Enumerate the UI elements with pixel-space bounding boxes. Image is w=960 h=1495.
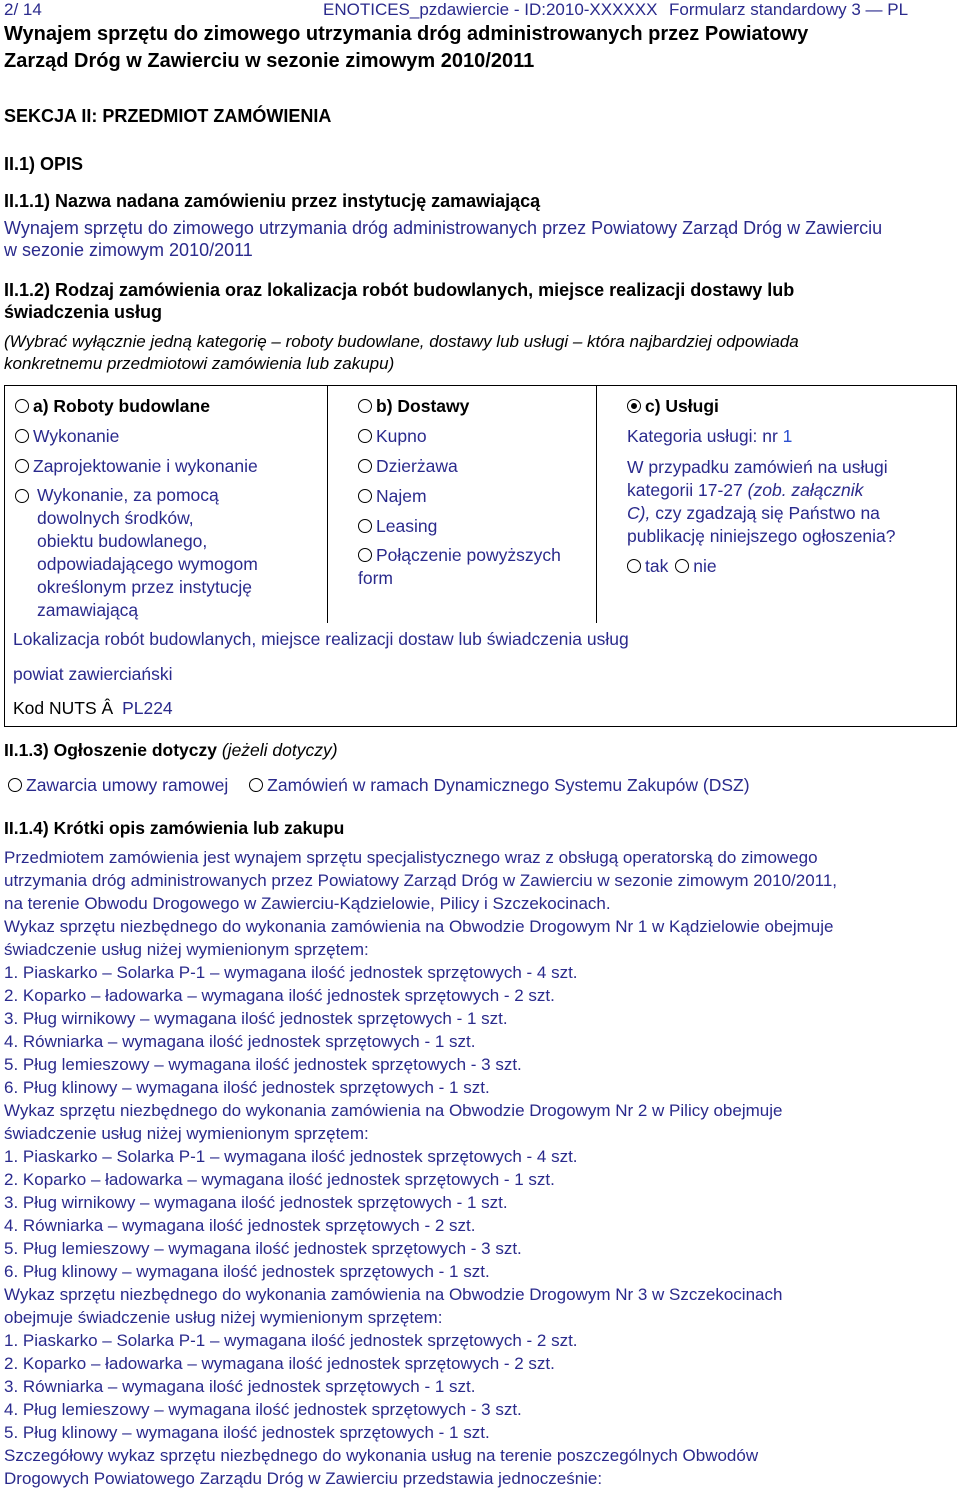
- description-line: 1. Piaskarko – Solarka P-1 – wymagana ilość jednostek sprzętowych - 4 szt.: [4, 963, 578, 982]
- nuts-value: PL224: [122, 698, 173, 718]
- column-services: [627, 394, 947, 578]
- column-divider: [327, 386, 328, 623]
- category-value: 1: [782, 426, 793, 446]
- description-line: 6. Pług klinowy – wymagana ilość jednostek sprzętowych - 1 szt.: [4, 1078, 490, 1097]
- description-line: utrzymania dróg administrowanych przez Powiatowy Zarząd Dróg w Zawierciu w sezonie zimowym 2010/2011,: [4, 871, 838, 890]
- location-value: powiat zawierciański: [13, 664, 173, 684]
- q114-label: II.1.4) Krótki opis zamówienia lub zakupu: [4, 818, 345, 838]
- q111-label: II.1.1) Nazwa nadana zamówieniu przez instytucję zamawiającą: [4, 191, 541, 211]
- works-option[interactable]: a) Roboty budowlane: [15, 394, 320, 424]
- radio-icon: [8, 778, 22, 792]
- publication-question-line4: publikację niniejszego ogłoszenia?: [627, 526, 896, 546]
- doc-title-line2: Zarząd Dróg w Zawierciu w sezonie zimowym 2010/2011: [4, 50, 535, 72]
- description-line: Szczegółowy wykaz sprzętu niezbędnego do wykonania usług na terenie poszczególnych Obwodów: [4, 1446, 759, 1465]
- description-line: Przedmiotem zamówienia jest wynajem sprzętu specjalistycznego wraz z obsługą operatorską do zimowego: [4, 848, 818, 867]
- radio-icon: [627, 559, 641, 573]
- q111-answer-line2: w sezonie zimowym 2010/2011: [4, 240, 253, 260]
- publication-question-line1: W przypadku zamówień na usługi: [627, 457, 888, 477]
- description-line: na terenie Obwodu Drogowego w Zawierciu-Kądzielowie, Pilicy i Szczekocinach.: [4, 894, 611, 913]
- doc-title-line1: Wynajem sprzętu do zimowego utrzymania dróg administrowanych przez Powiatowy: [4, 23, 809, 45]
- supplies-leasing-option[interactable]: Leasing: [358, 514, 593, 544]
- radio-icon: [358, 489, 372, 503]
- column-supplies: [358, 394, 593, 590]
- radio-icon: [358, 548, 372, 562]
- column-works: [15, 394, 320, 622]
- services-option[interactable]: c) Usługi: [627, 394, 947, 424]
- q114-description: [4, 846, 954, 1490]
- description-line: 3. Równiarka – wymagana ilość jednostek sprzętowych - 1 szt.: [4, 1377, 476, 1396]
- framework-agreement-option[interactable]: Zawarcia umowy ramowej: [8, 775, 228, 795]
- description-line: Wykaz sprzętu niezbędnego do wykonania zamówienia na Obwodzie Drogowym Nr 3 w Szczekocinach: [4, 1285, 783, 1304]
- radio-icon: [675, 559, 689, 573]
- description-line: Drogowych Powiatowego Zarządu Dróg w Zawierciu przedstawia jednocześnie:: [4, 1469, 603, 1488]
- description-line: Wykaz sprzętu niezbędnego do wykonania zamówienia na Obwodzie Drogowym Nr 2 w Pilicy obejmuje: [4, 1101, 783, 1120]
- page-number: 2/ 14: [4, 0, 42, 19]
- radio-icon: [249, 778, 263, 792]
- description-line: 4. Równiarka – wymagana ilość jednostek sprzętowych - 2 szt.: [4, 1216, 476, 1235]
- works-design-execution-option[interactable]: Zaprojektowanie i wykonanie: [15, 454, 320, 484]
- location-label: Lokalizacja robót budowlanych, miejsce realizacji dostaw lub świadczenia usług: [13, 629, 629, 649]
- radio-icon: [358, 399, 372, 413]
- description-line: świadczenie usług niżej wymienionym sprzętem:: [4, 940, 369, 959]
- description-line: obejmuje świadczenie usług niżej wymienionym sprzętem:: [4, 1308, 443, 1327]
- nuts-label: Kod NUTS Â: [13, 698, 114, 718]
- q112-note-line2: konkretnemu przedmiotowi zamówienia lub zakupu): [4, 354, 395, 373]
- description-line: 3. Pług wirnikowy – wymagana ilość jednostek sprzętowych - 1 szt.: [4, 1193, 508, 1212]
- publication-question-line2a: kategorii 17-27: [627, 480, 743, 500]
- publication-question-line2b: (zob. załącznik: [747, 480, 864, 500]
- description-line: 2. Koparko – ładowarka – wymagana ilość jednostek sprzętowych - 2 szt.: [4, 986, 555, 1005]
- category-label: Kategoria usługi: nr: [627, 426, 778, 446]
- opis-heading: II.1) OPIS: [4, 154, 84, 174]
- description-line: świadczenie usług niżej wymienionym sprzętem:: [4, 1124, 369, 1143]
- publication-question-line3b: czy zgadzają się Państwo na: [655, 503, 880, 523]
- works-execution-option[interactable]: Wykonanie: [15, 424, 320, 454]
- description-line: 1. Piaskarko – Solarka P-1 – wymagana ilość jednostek sprzętowych - 2 szt.: [4, 1331, 578, 1350]
- description-line: 5. Pług lemieszowy – wymagana ilość jednostek sprzętowych - 3 szt.: [4, 1239, 522, 1258]
- description-line: 5. Pług lemieszowy – wymagana ilość jednostek sprzętowych - 3 szt.: [4, 1055, 522, 1074]
- q111-answer-line1: Wynajem sprzętu do zimowego utrzymania dróg administrowanych przez Powiatowy Zarząd Dróg w Zawierciu: [4, 218, 883, 238]
- radio-icon: [15, 429, 29, 443]
- radio-icon: [358, 519, 372, 533]
- supplies-lease-option[interactable]: Dzierżawa: [358, 454, 593, 484]
- q112-label-line2: świadczenia usług: [4, 302, 163, 322]
- column-divider: [596, 386, 597, 623]
- q112-label-line1: II.1.2) Rodzaj zamówienia oraz lokalizacja robót budowlanych, miejsce realizacji dostawy lub: [4, 280, 795, 300]
- description-line: 2. Koparko – ładowarka – wymagana ilość jednostek sprzętowych - 1 szt.: [4, 1170, 555, 1189]
- publication-question-line3a: C),: [627, 503, 651, 523]
- q112-note-line1: (Wybrać wyłącznie jedną kategorię – roboty budowlane, dostawy lub usługi – która najbardziej odpowiada: [4, 332, 799, 351]
- supplies-option[interactable]: b) Dostawy: [358, 394, 593, 424]
- document-id: ENOTICES_pzdawiercie - ID:2010-XXXXXX: [323, 0, 658, 19]
- radio-checked-icon: [627, 399, 641, 413]
- dps-option[interactable]: Zamówień w ramach Dynamicznego Systemu Zakupów (DSZ): [249, 775, 749, 795]
- radio-icon: [358, 459, 372, 473]
- description-line: 2. Koparko – ładowarka – wymagana ilość jednostek sprzętowych - 2 szt.: [4, 1354, 555, 1373]
- q113-note: (jeżeli dotyczy): [221, 740, 338, 760]
- publication-no-option[interactable]: nie: [675, 556, 716, 576]
- q113-label: II.1.3) Ogłoszenie dotyczy: [4, 740, 217, 760]
- form-name: Formularz standardowy 3 — PL: [669, 0, 909, 19]
- section-heading: SEKCJA II: PRZEDMIOT ZAMÓWIENIA: [4, 106, 332, 126]
- contract-type-box: [4, 385, 957, 727]
- publication-yes-option[interactable]: tak: [627, 556, 668, 576]
- radio-icon: [15, 399, 29, 413]
- description-line: 6. Pług klinowy – wymagana ilość jednostek sprzętowych - 1 szt.: [4, 1262, 490, 1281]
- description-line: 4. Pług lemieszowy – wymagana ilość jednostek sprzętowych - 3 szt.: [4, 1400, 522, 1419]
- radio-icon: [15, 489, 29, 503]
- supplies-purchase-option[interactable]: Kupno: [358, 424, 593, 454]
- description-line: 3. Pług wirnikowy – wymagana ilość jednostek sprzętowych - 1 szt.: [4, 1009, 508, 1028]
- description-line: 1. Piaskarko – Solarka P-1 – wymagana ilość jednostek sprzętowych - 4 szt.: [4, 1147, 578, 1166]
- description-line: 5. Pług klinowy – wymagana ilość jednostek sprzętowych - 1 szt.: [4, 1423, 490, 1442]
- radio-icon: [358, 429, 372, 443]
- supplies-rental-option[interactable]: Najem: [358, 484, 593, 514]
- description-line: Wykaz sprzętu niezbędnego do wykonania zamówienia na Obwodzie Drogowym Nr 1 w Kądzielowie obejmuje: [4, 917, 834, 936]
- radio-icon: [15, 459, 29, 473]
- supplies-combination-option[interactable]: Połączenie powyższych form: [358, 545, 561, 588]
- works-any-means-option[interactable]: Wykonanie, za pomocą dowolnych środków, obiektu budowlanego, odpowiadającego wymogom określonym przez instytucję zamawiającą: [15, 484, 320, 622]
- description-line: 4. Równiarka – wymagana ilość jednostek sprzętowych - 1 szt.: [4, 1032, 476, 1051]
